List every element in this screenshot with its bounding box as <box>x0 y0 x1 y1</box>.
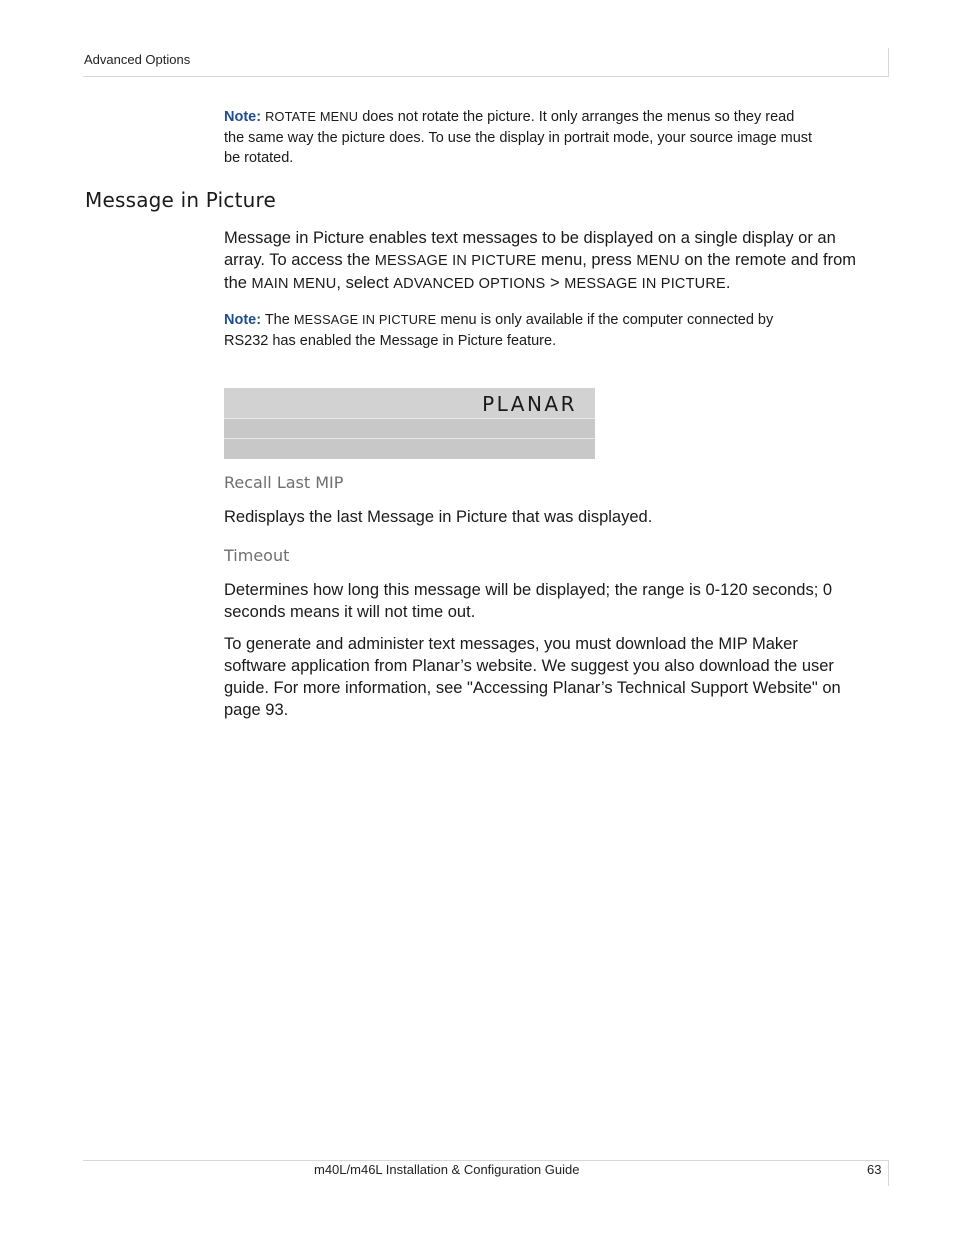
intro-line2: array. To access the MESSAGE IN PICTURE menu, press MENU on the remote and from <box>224 251 857 269</box>
footer-guide-title: m40L/m46L Installation & Configuration Guide <box>314 1162 580 1177</box>
recall-description: Redisplays the last Message in Picture that was displayed. <box>224 508 653 526</box>
note-text-line2: RS232 has enabled the Message in Picture feature. <box>224 332 557 349</box>
menu-item-recall-last-mip <box>224 419 595 438</box>
note-label: Note: <box>224 109 262 125</box>
menu-title-bar <box>224 388 595 418</box>
recall-heading: Recall Last MIP <box>224 473 344 492</box>
note-label: Note: <box>224 312 262 328</box>
timeout-heading: Timeout <box>224 546 290 565</box>
note-menu-name: MESSAGE IN PICTURE <box>293 312 437 327</box>
header-corner-rule <box>888 48 889 77</box>
running-header: Advanced Options <box>84 52 191 67</box>
note-text-line2: the same way the picture does. To use the display in portrait mode, your source image must <box>224 129 813 146</box>
mip-menu-screenshot <box>224 388 595 459</box>
footer-corner-rule <box>888 1160 889 1186</box>
page-number: 63 <box>867 1162 882 1177</box>
note-text-line3: be rotated. <box>224 150 294 166</box>
planar-logo: PLANAR <box>482 392 577 416</box>
timeout-description: Determines how long this message will be displayed; the range is 0-120 seconds; 0 seconds means it will not time out. <box>224 581 833 621</box>
intro-paragraph <box>224 227 880 295</box>
note-menu-name: ROTATE MENU <box>265 109 359 124</box>
intro-line1: Message in Picture enables text messages to be displayed on a single display or an <box>224 229 836 247</box>
footer-divider <box>83 1160 889 1161</box>
note-text-line1: does not rotate the picture. It only arranges the menus so they read <box>358 109 795 125</box>
menu-item-timeout <box>224 439 595 459</box>
availability-note: Note: The MESSAGE IN PICTURE menu is only available if the computer connected by RS232 has enabled the Message in Picture feature. <box>224 310 880 351</box>
section-title: Message in Picture <box>85 188 276 212</box>
rotate-menu-note <box>224 107 880 169</box>
intro-line3: the MAIN MENU, select ADVANCED OPTIONS > MESSAGE IN PICTURE. <box>224 274 731 292</box>
header-divider <box>83 76 889 77</box>
closing-paragraph: To generate and administer text messages, you must download the MIP Maker software application from Planar’s website. We suggest you also download the user guide. For more information, see "Accessing Planar’s Technical Support Website" on page 93. <box>224 635 841 719</box>
